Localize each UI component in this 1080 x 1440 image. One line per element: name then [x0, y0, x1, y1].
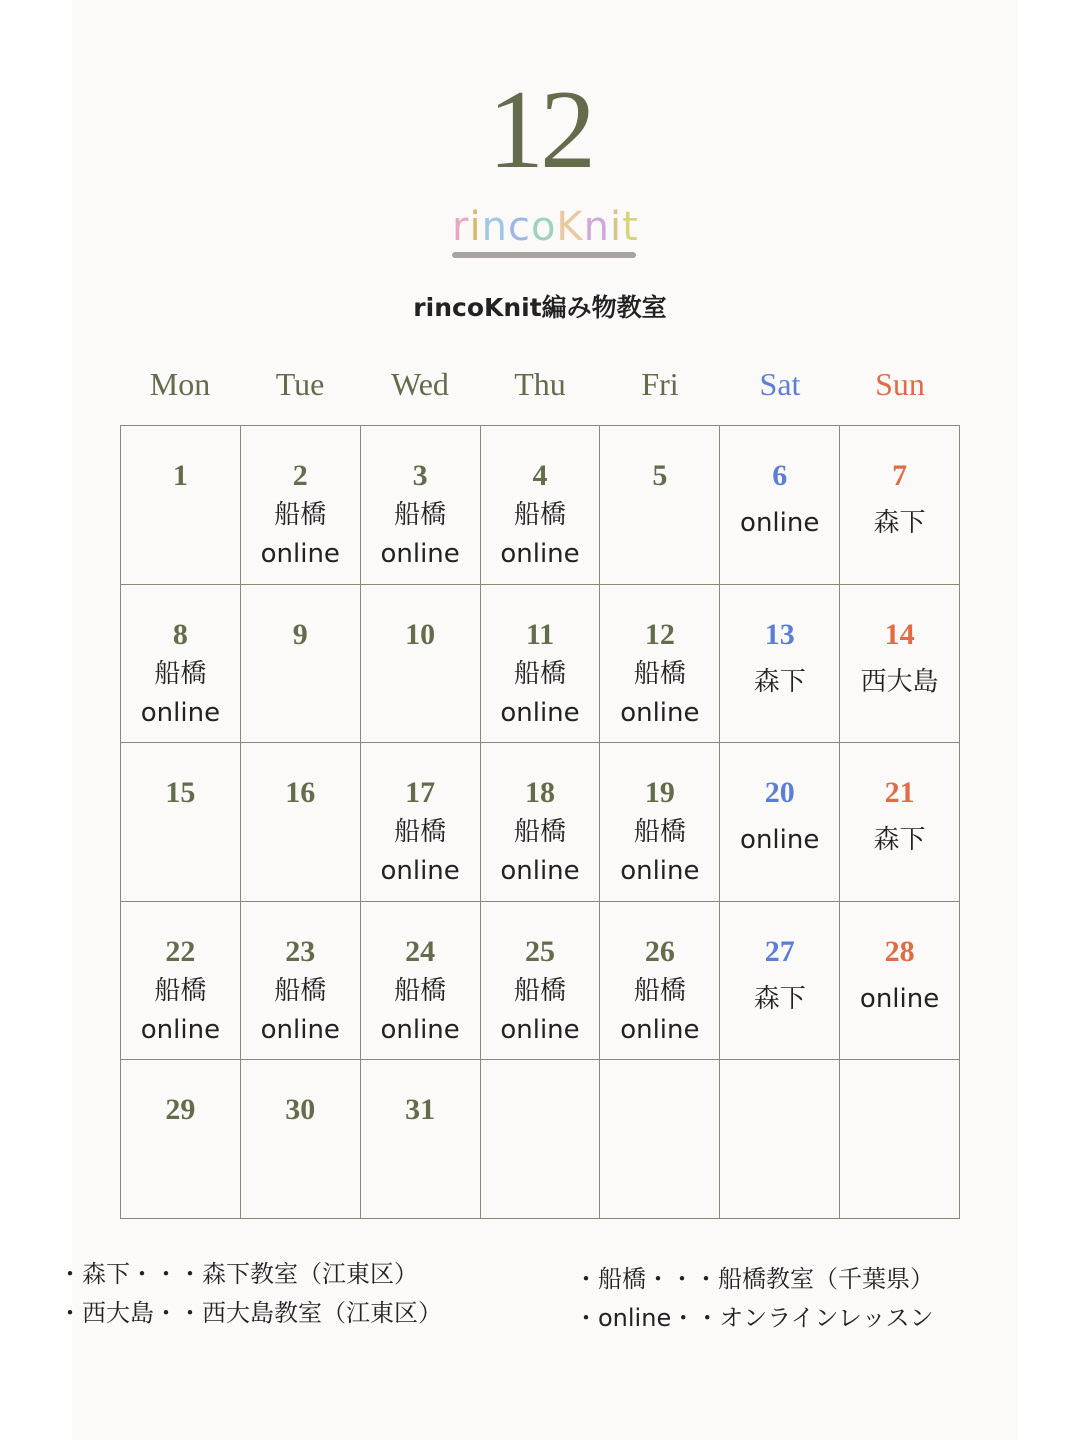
- event-label: online: [380, 856, 460, 887]
- event-label: online: [380, 539, 460, 569]
- calendar-cell: [361, 743, 481, 902]
- day-number: 17: [405, 776, 436, 810]
- weekday-thu: Thu: [514, 366, 566, 402]
- event-label: 船橋: [513, 500, 566, 530]
- calendar-cell: [481, 743, 601, 902]
- rincoknit-logo: [440, 200, 640, 264]
- legend-right: [574, 1260, 934, 1338]
- legend-item-nishiojima: ・西大島・・西大島教室（江東区）: [58, 1299, 442, 1327]
- legend-item-morishita: ・森下・・・森下教室（江東区）: [58, 1260, 418, 1288]
- calendar-cell: [121, 743, 241, 902]
- calendar-cell: [481, 1060, 601, 1219]
- day-number: 24: [405, 934, 436, 968]
- weekday-sat: Sat: [759, 366, 801, 402]
- calendar-cell: [121, 426, 241, 585]
- day-number: 8: [172, 617, 188, 651]
- calendar-cell: [720, 743, 840, 902]
- day-number: [481, 1090, 600, 1130]
- event-label: 船橋: [513, 975, 566, 1006]
- event-label: 船橋: [633, 975, 686, 1006]
- day-number: 21: [884, 776, 915, 810]
- day-number: 16: [285, 776, 316, 810]
- day-number: 28: [884, 934, 915, 968]
- day-number: 3: [412, 459, 428, 492]
- event-label: 森下: [753, 983, 806, 1014]
- calendar-cell: [720, 1060, 840, 1219]
- day-number: 14: [884, 617, 915, 651]
- day-number: 13: [764, 617, 795, 651]
- day-number: 18: [524, 776, 555, 810]
- logo-underline: [452, 252, 636, 258]
- event-label: online: [380, 1014, 460, 1045]
- calendar-cell: [481, 902, 601, 1061]
- calendar-cell: [720, 585, 840, 744]
- event-label: 船橋: [633, 817, 686, 848]
- event-label: online: [500, 539, 580, 569]
- event-label: online: [260, 1014, 340, 1045]
- calendar-cell: [840, 902, 960, 1061]
- day-number: 1: [172, 459, 188, 492]
- event-label: online: [740, 508, 820, 538]
- logo-wordmark: rincoKnit: [452, 204, 639, 250]
- day-number: 4: [532, 459, 548, 492]
- calendar-cell: [600, 1060, 720, 1219]
- calendar-cell: [720, 426, 840, 585]
- event-label: 船橋: [274, 500, 327, 530]
- event-label: 船橋: [513, 658, 566, 689]
- event-label: 船橋: [394, 975, 447, 1006]
- day-number: 29: [165, 1093, 196, 1127]
- event-label: 船橋: [633, 658, 686, 689]
- day-number: 9: [292, 617, 308, 651]
- event-label: online: [740, 825, 820, 856]
- legend-item-online: ・online・・オンラインレッスン: [574, 1304, 934, 1332]
- day-number: 5: [652, 459, 668, 492]
- calendar-cell: [121, 902, 241, 1061]
- calendar-cell: [720, 902, 840, 1061]
- event-label: online: [620, 1014, 700, 1045]
- day-number: 10: [405, 617, 436, 651]
- event-label: 船橋: [513, 817, 566, 848]
- calendar-cell: [361, 426, 481, 585]
- weekday-wed: Wed: [391, 366, 449, 402]
- event-label: online: [140, 1014, 221, 1045]
- day-number: 19: [644, 776, 675, 810]
- calendar-cell: [121, 1060, 241, 1219]
- legend-left: [58, 1255, 442, 1333]
- event-label: 森下: [873, 508, 926, 538]
- day-number: 20: [764, 776, 795, 810]
- event-label: 森下: [873, 825, 926, 856]
- page-subtitle: rincoKnit編み物教室: [413, 293, 667, 322]
- calendar-cell: [241, 426, 361, 585]
- day-number: 27: [764, 934, 795, 968]
- weekday-header: [120, 362, 960, 406]
- day-number: 6: [772, 459, 788, 492]
- event-label: 船橋: [274, 975, 327, 1006]
- day-number: 11: [525, 617, 555, 651]
- day-number: 22: [165, 934, 196, 968]
- weekday-fri: Fri: [641, 366, 679, 402]
- calendar-cell: [840, 585, 960, 744]
- calendar-cell: [600, 426, 720, 585]
- day-number: 26: [644, 934, 675, 968]
- day-number: 31: [405, 1093, 436, 1127]
- calendar-cell: [600, 585, 720, 744]
- calendar-cell: [121, 585, 241, 744]
- calendar-cell: [361, 585, 481, 744]
- calendar-cell: [241, 902, 361, 1061]
- day-number: 7: [892, 459, 908, 492]
- calendar-cell: [241, 1060, 361, 1219]
- event-label: online: [620, 697, 700, 728]
- calendar-cell: [840, 1060, 960, 1219]
- event-label: online: [500, 697, 580, 728]
- day-number: [720, 1090, 839, 1130]
- event-label: online: [140, 697, 221, 728]
- day-number: 12: [644, 617, 675, 651]
- month-number: 12: [488, 68, 592, 192]
- event-label: online: [500, 1014, 580, 1045]
- calendar-grid: [120, 425, 960, 1219]
- calendar-cell: [241, 585, 361, 744]
- event-label: online: [260, 539, 340, 569]
- day-number: 2: [292, 459, 308, 492]
- event-label: 船橋: [394, 817, 447, 848]
- event-label: 船橋: [394, 500, 447, 530]
- calendar-cell: [840, 426, 960, 585]
- event-label: 森下: [753, 666, 806, 697]
- event-label: 船橋: [154, 975, 207, 1006]
- weekday-sun: Sun: [875, 366, 925, 402]
- calendar-cell: [481, 585, 601, 744]
- weekday-tue: Tue: [275, 366, 325, 402]
- event-label: online: [500, 856, 580, 887]
- calendar-cell: [600, 743, 720, 902]
- day-number: 25: [524, 934, 555, 968]
- day-number: [840, 1090, 959, 1130]
- calendar-cell: [600, 902, 720, 1061]
- weekday-mon: Mon: [149, 366, 211, 402]
- day-number: 15: [165, 776, 196, 810]
- calendar-cell: [481, 426, 601, 585]
- calendar-cell: [361, 902, 481, 1061]
- event-label: online: [859, 983, 940, 1014]
- calendar-cell: [840, 743, 960, 902]
- day-number: [600, 1090, 719, 1130]
- event-label: 船橋: [154, 658, 207, 689]
- calendar-cell: [361, 1060, 481, 1219]
- calendar-cell: [241, 743, 361, 902]
- event-label: online: [620, 856, 700, 887]
- day-number: 30: [285, 1093, 316, 1127]
- day-number: 23: [285, 934, 316, 968]
- legend-item-funabashi: ・船橋・・・船橋教室（千葉県）: [574, 1265, 934, 1293]
- event-label: 西大島: [860, 666, 939, 697]
